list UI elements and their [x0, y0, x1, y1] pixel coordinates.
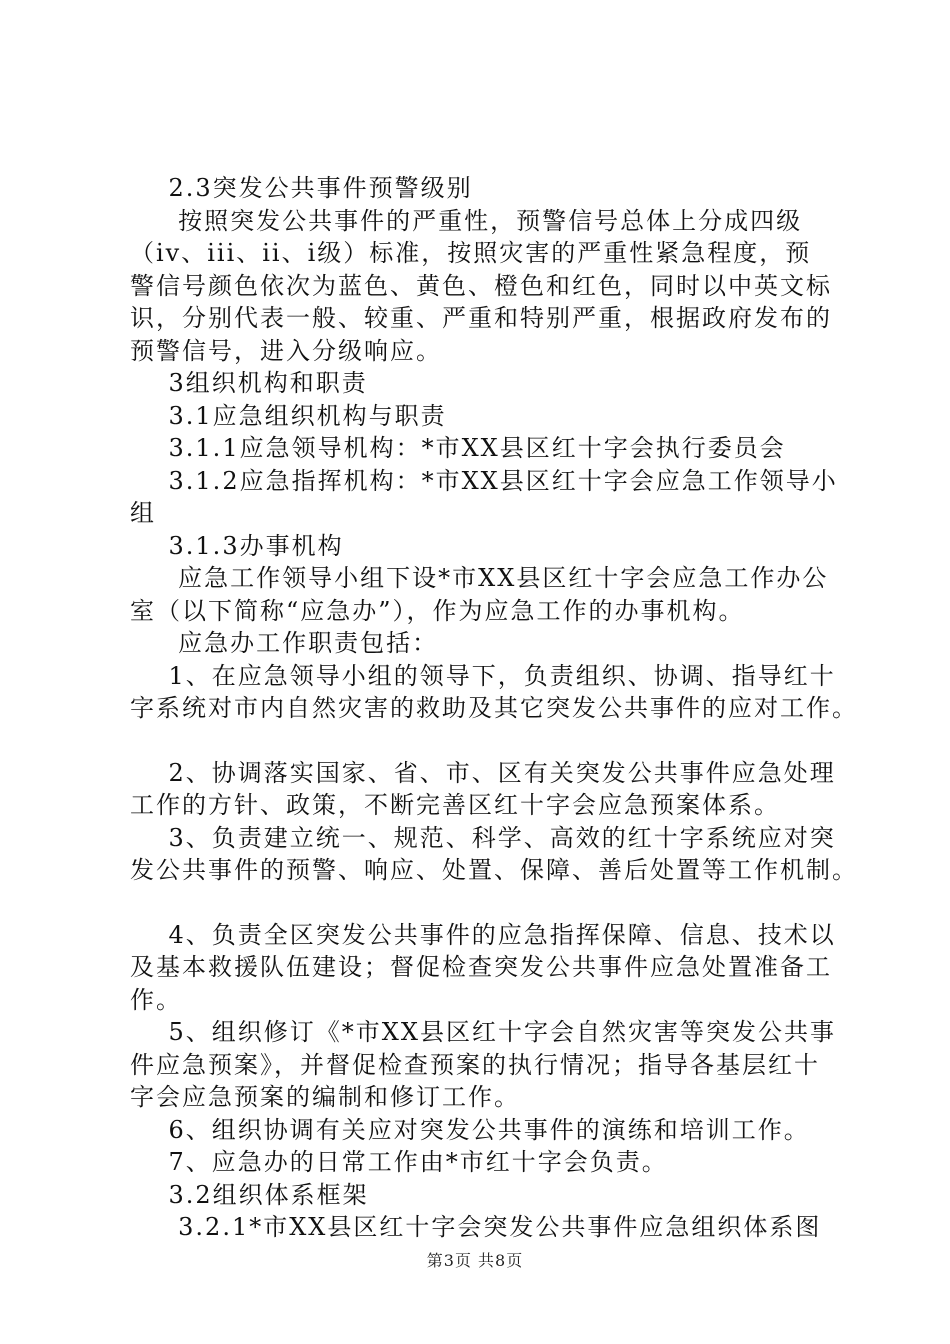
text-line: 3.2.1*市XX县区红十字会突发公共事件应急组织体系图: [130, 1213, 822, 1241]
text-line: 识，分别代表一般、较重、严重和特别严重，根据政府发布的: [130, 304, 832, 332]
text-line: （iv、iii、ii、i级）标准，按照灾害的严重性紧急程度，预: [130, 239, 812, 267]
text-line: 3.1.2应急指挥机构：*市XX县区红十字会应急工作领导小: [130, 466, 838, 495]
text-line: 预警信号，进入分级响应。: [130, 336, 442, 365]
text-line: 5、组织修订《*市XX县区红十字会自然灾害等突发公共事: [130, 1018, 836, 1046]
text-line: 3.2组织体系框架: [130, 1180, 369, 1209]
text-line: 按照突发公共事件的严重性，预警信号总体上分成四级: [130, 206, 803, 235]
text-line: 3.1.1应急领导机构：*市XX县区红十字会执行委员会: [130, 434, 786, 462]
blank-line: [130, 725, 842, 757]
document-body: [130, 172, 858, 1244]
text-line: 2.3突发公共事件预警级别: [130, 174, 473, 202]
text-line: 及基本救援队伍建设；督促检查突发公共事件应急处置准备工: [130, 953, 832, 981]
text-line: 7、应急办的日常工作由*市红十字会负责。: [130, 1148, 668, 1176]
text-line: 4、负责全区突发公共事件的应急指挥保障、信息、技术以: [130, 920, 836, 949]
text-line: 组: [130, 499, 156, 527]
text-line: 应急工作领导小组下设*市XX县区红十字会应急工作办公: [130, 564, 829, 592]
text-line: 3、负责建立统一、规范、科学、高效的红十字系统应对突: [130, 823, 836, 852]
text-line: 6、组织协调有关应对突发公共事件的演练和培训工作。: [130, 1115, 810, 1144]
text-line: 2、协调落实国家、省、市、区有关突发公共事件应急处理: [130, 758, 836, 787]
text-line: 发公共事件的预警、响应、处置、保障、善后处置等工作机制。: [130, 856, 858, 884]
text-line: 工作的方针、政策，不断完善区红十字会应急预案体系。: [130, 791, 780, 819]
blank-line: [130, 887, 842, 919]
text-line: 3组织机构和职责: [130, 369, 368, 397]
text-line: 警信号颜色依次为蓝色、黄色、橙色和红色，同时以中英文标: [130, 271, 832, 300]
text-line: 室（以下简称“应急办”），作为应急工作的办事机构。: [130, 596, 745, 625]
text-line: 应急办工作职责包括：: [130, 629, 439, 657]
text-line: 件应急预案》，并督促检查预案的执行情况；指导各基层红十: [130, 1050, 820, 1079]
text-line: 1、在应急领导小组的领导下，负责组织、协调、指导红十: [130, 661, 836, 690]
page-footer: 第3页 共8页: [426, 1251, 524, 1270]
text-line: 字系统对市内自然灾害的救助及其它突发公共事件的应对工作。: [130, 694, 858, 722]
text-line: 作。: [130, 985, 182, 1014]
text-line: 3.1应急组织机构与职责: [130, 401, 447, 430]
text-line: 字会应急预案的编制和修订工作。: [130, 1083, 520, 1111]
text-line: 3.1.3办事机构: [130, 531, 344, 560]
